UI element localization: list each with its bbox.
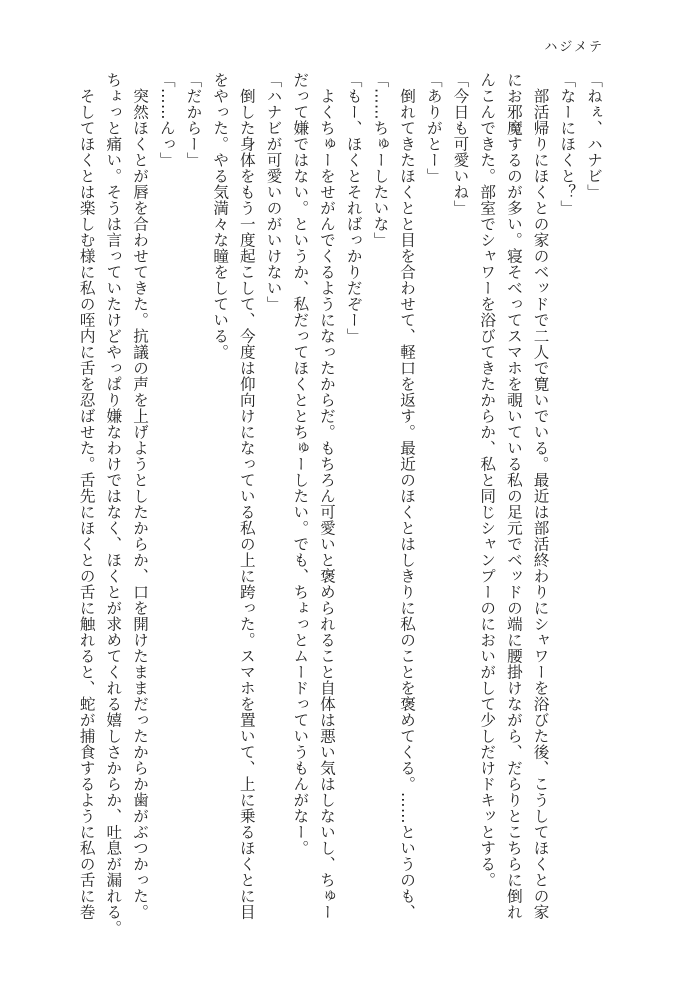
text-line: んこんできた。部室でシャワーを浴びてきたからか、私と同じシャンプーのにおいがして少しだけドキッとする。 bbox=[478, 72, 497, 888]
vertical-text-body bbox=[27, 72, 607, 952]
text-line: 「……んっ」 bbox=[157, 72, 176, 168]
running-head-chapter-title: ハジメテ bbox=[544, 40, 604, 55]
text-line: そしてほくとは楽しむ様に私の咥内に舌を忍ばせた。舌先にほくとの舌に触れると、蛇が捕食するように私の舌に巻 bbox=[77, 72, 96, 920]
text-line: 突然ほくとが唇を合わせてきた。抗議の声を上げようとしたからか、口を開けたままだったからか歯がぶつかった。 bbox=[131, 72, 150, 920]
text-line: ちょっと痛い。そうは言っていたけどやっぱり嫌なわけではなく、ほくとが求めてくれる嬉しさからか、吐息が漏れる。 bbox=[104, 72, 123, 936]
text-line: 「ハナビが可愛いのがいけない」 bbox=[264, 72, 283, 312]
text-line: 倒れてきたほくとと目を合わせて、軽口を返す。最近のほくとはしきりに私のことを褒めてくる。……というのも、 bbox=[398, 72, 417, 920]
text-line: 「なーにほくと？」 bbox=[558, 72, 577, 216]
text-line: 「……ちゅーしたいな」 bbox=[371, 72, 390, 248]
text-line: 「ありがとー」 bbox=[424, 72, 443, 184]
text-line: 「ねぇ、ハナビ」 bbox=[585, 72, 603, 200]
text-line: 倒した身体をもう一度起こして、今度は仰向けになっている私の上に跨った。スマホを置いて、上に乗るほくとに目 bbox=[237, 72, 256, 920]
text-line: 「今日も可愛いね」 bbox=[451, 72, 470, 216]
text-line: よくちゅーをせがんでくるようになったからだ。もちろん可愛いと褒められること自体は悪い気はしないし、ちゅー bbox=[317, 72, 336, 920]
text-line: 「だからー」 bbox=[184, 72, 203, 168]
text-line: 「もー、ほくとそればっかりだぞー」 bbox=[344, 72, 363, 344]
text-line: だって嫌ではない。というか、私だってほくととちゅーしたい。でも、ちょっとムードっていうもんがなー。 bbox=[291, 72, 310, 856]
text-line: にお邪魔するのが多い。寝そべってスマホを覗いている私の足元でベッドの端に腰掛けながら、だらりとこちらに倒れ bbox=[504, 72, 523, 920]
text-line: 部活帰りにほくとの家のベッドで二人で寛いでいる。最近は部活終わりにシャワーを浴びた後、こうしてほくとの家 bbox=[531, 72, 550, 920]
text-line: をやった。やる気満々な瞳をしている。 bbox=[211, 72, 230, 360]
